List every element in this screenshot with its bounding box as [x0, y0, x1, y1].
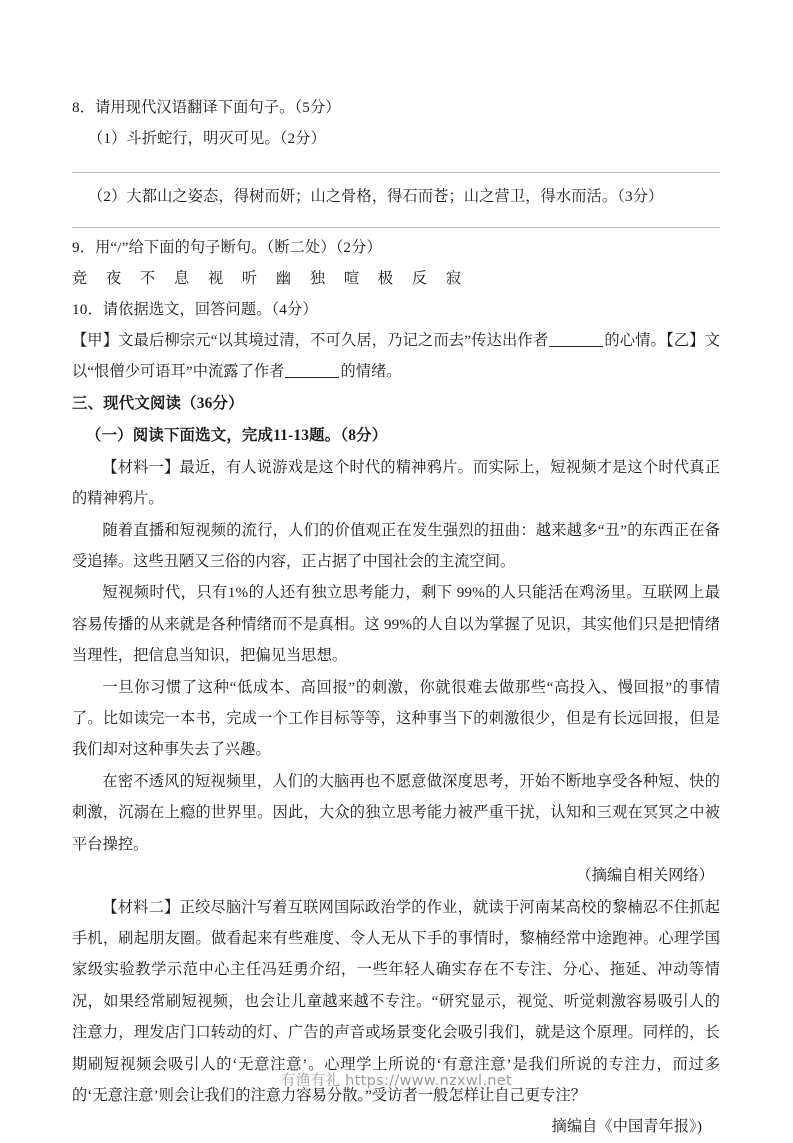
- footer-watermark: 有渔有礼 https://www.nzxwl.net: [281, 1073, 512, 1089]
- question-9-sentence: 竞 夜 不 息 视 听 幽 独 喧 极 反 寂: [72, 270, 469, 287]
- answer-blank-1[interactable]: [549, 332, 603, 347]
- material-one-attribution: （摘编自相关网络）: [576, 867, 714, 885]
- material-one-paragraph-2: 随着直播和短视频的流行，人们的价值观正在发生强烈的扭曲：越来越多“丑”的东西正在备受追捧。这些丑陋又三俗的内容，正占据了中国社会的主流空间。: [72, 521, 720, 571]
- page-content: [72, 92, 720, 1143]
- spacer: [72, 173, 720, 181]
- material-two: [72, 892, 720, 1143]
- question-10-text-4: 的情绪。: [340, 363, 402, 381]
- question-8-stem: 8．请用现代汉语翻译下面句子。（5分）: [72, 99, 341, 116]
- question-10-stem: 10．请依据选文，回答问题。（4分）: [72, 301, 318, 318]
- question-10-text-2: 的心情。【乙】文以“恨僧: [72, 332, 720, 381]
- question-8: [72, 92, 720, 232]
- material-one-paragraph-4: 一旦你习惯了这种“低成本、高回报”的刺激，你就很难去做那些“高投入、慢回报”的事情了。比如读完一本书，完成一个工作目标等等，这种事当下的刺激很少，但是有长远回报，但是我们却对这种事失去了兴趣。: [72, 678, 720, 759]
- material-one-paragraph-3: 短视频时代，只有1%的人还有独立思考能力，剩下 99%的人只能活在鸡汤里。互联网上最容易传播的从来就是各种情绪而不是真相。这 99%的人自以为掌握了见识，其实他们只是把情绪当理性，把信息当知识，把偏见当思想。: [72, 584, 720, 665]
- material-two-paragraph-1: 【材料二】正绞尽脑汁写着互联网国际政治学的作业，就读于河南某高校的黎楠忍不住抓起手机，刷起朋友圈。做看起来有些难度、令人无从下手的事情时，黎楠经常中途跑神。心理学国家级实验教学示范中心主任冯廷勇介绍，一些年轻人确实存在不专注、分心、拖延、冲动等情况，如果经常刷短视频，也会让儿童越来越不专注。“研究显示，视觉、听觉刺激容易吸引人的注意力，理发店门口转动的灯、广告的声音或场景变化会吸引我们，就是这个原理。同样的，长期刷短视频会吸引人的‘无意注意’。心理学上所说的‘有意注意’是我们所说的专注力，而过多的‘无意注意’则会让我们的注意力容易分散。”受访者一般怎样让自己更专注？: [72, 898, 720, 1104]
- material-one-paragraph-5: 在密不透风的短视频里，人们的大脑再也不愿意做深度思考，开始不断地享受各种短、快的刺激，沉溺在上瘾的世界里。因此，大众的独立思考能力被严重干扰，认知和三观在冥冥之中被平台操控。: [72, 772, 720, 853]
- question-9: [72, 232, 720, 294]
- section-three-subheading: （一）阅读下面选文，完成11-13题。（8分）: [86, 426, 388, 444]
- question-9-stem: 9．用“/”给下面的句子断句。（断二处）（2分）: [72, 239, 382, 256]
- answer-blank-2[interactable]: [285, 363, 339, 378]
- question-10-text-3: 少可语耳”中流露了作者: [124, 363, 285, 381]
- material-one: [72, 452, 720, 892]
- section-three-heading: 三、现代文阅读（36分）: [72, 394, 244, 412]
- question-10-body: [72, 325, 720, 388]
- question-10: [72, 294, 720, 388]
- material-one-paragraph-1: 【材料一】最近，有人说游戏是这个时代的精神鸦片。而实际上，短视频才是这个时代真正的精神鸦片。: [72, 458, 720, 508]
- section-three: [72, 388, 720, 452]
- material-two-attribution: 摘编自《中国青年报》): [551, 1118, 702, 1136]
- answer-space-8-1: [72, 154, 720, 172]
- question-8-sub-2: （2）大都山之姿态，得树而妍；山之骨格，得石而苍；山之营卫，得水而活。（3分）: [88, 188, 664, 205]
- question-10-text-1: 【甲】文最后柳宗元“以其境过清，不可久居，乃记之而去”传达出作者: [72, 332, 549, 349]
- answer-space-8-2: [72, 212, 720, 227]
- question-8-sub-1: （1）斗折蛇行，明灭可见。（2分）: [88, 130, 326, 147]
